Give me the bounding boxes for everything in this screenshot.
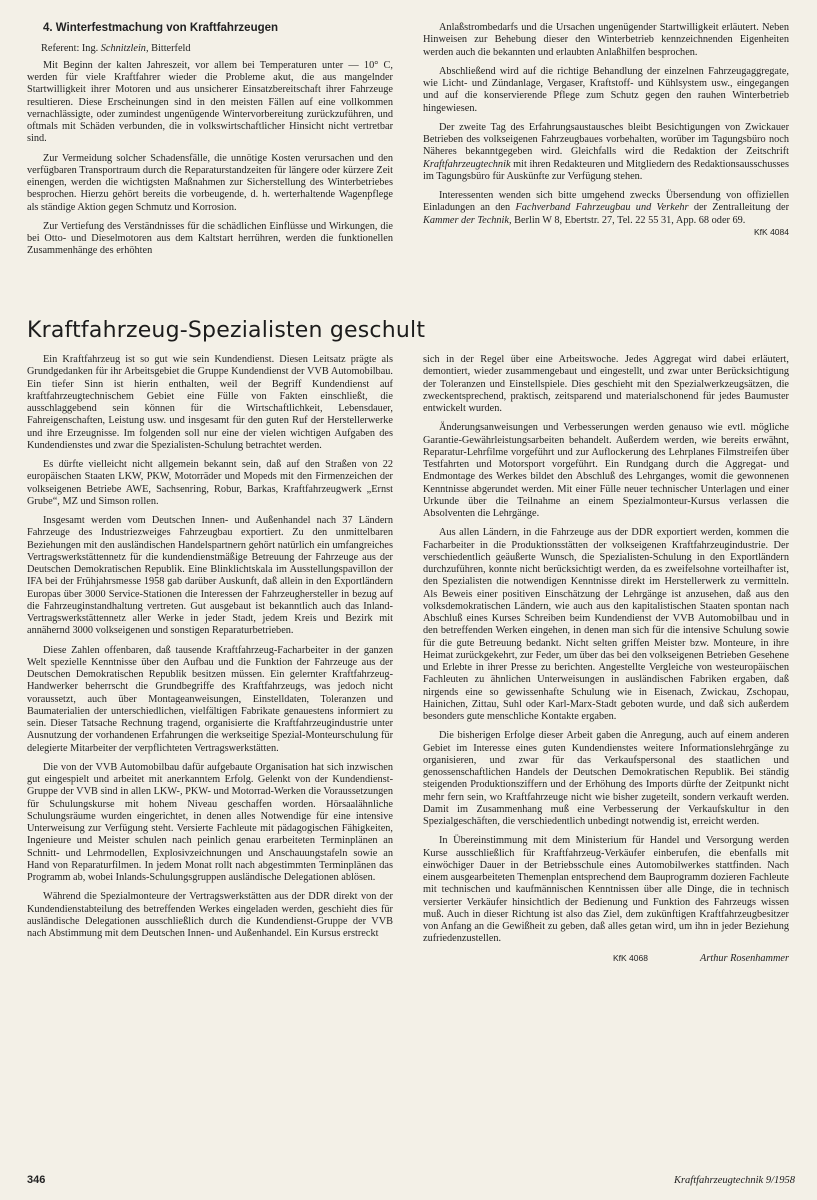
paragraph-text: In Übereinstimmung mit dem Ministerium für Handel und Versorgung werden Kurse ausschließlich für Kraftfahrzeug-Verkäufer einberufen, die ebenfalls mit einwöchiger Dauer in der Betriebsschule eines Automobilwerkes stattfinden. Nach einem ausgearbeiteten Themenplan entsprechend dem Bauprogramm dozieren Fachleute mit technischen und kaufmännischen Kenntnissen über alle Dinge, die in technisch versierter Verkäufer hinsichtlich der Bedienung und Funktion des Fahrzeugs wissen muß. Auch in dieser Richtung ist also das Ziel, dem zukünftigen Kraftfahrzeugbesitzer von Anfang an die Gewißheit zu geben, daß alles getan wird, um ihn in jeder Beziehung zufriedenzustellen. <box>423 835 789 945</box>
article-right-column <box>423 354 789 972</box>
referent-label: Referent: Ing. <box>41 42 99 54</box>
paragraph: Anlaßstrombedarfs und die Ursachen ungenügender Startwilligkeit erläutert. Neben Hinweisen zur Behebung dieser den Winterbetrieb kennzeichnenden Eigenheiten werden auch die bekannten und erlaubten Anlaßhilfen besprochen. <box>423 22 789 58</box>
paragraph <box>423 835 789 945</box>
paragraph: Änderungsanweisungen und Verbesserungen werden genauso wie evtl. mögliche Garantie-Gewährleistungsarbeiten behandelt. Außerdem werden, wie bereits erwähnt, Reparatur-Lehrfilme vorgeführt und zur Auflockerung des Lehrplanes Filmstreifen über Testfahrten und Motorsport vorgeführt. Ein Rundgang durch die Aggregat- und Endmontage des Werkes bildet den Abschluß des Lehrganges, womit die gewonnenen Kenntnisse abgerundet werden. Mit einer Fülle neuer technischer Unterlagen und einer Urkunde über die Teilnahme an einem Spezialmonteur-Kursus verlassen die Absolventen die Lehrgänge. <box>423 422 789 519</box>
paragraph: Zur Vertiefung des Verständnisses für die schädlichen Einflüsse und Wirkungen, die bei Otto- und Dieselmotoren aus dem Kaltstart herrühren, werden die funktionellen Zusammenhänge des erhöhten <box>27 220 393 257</box>
referent-line <box>41 43 393 55</box>
paragraph: Mit Beginn der kalten Jahreszeit, vor allem bei Temperaturen unter — 10° C, werden für viele Kraftfahrer wieder die Probleme akut, die aus mangelnder Startwilligkeit ihrer Motoren und aus unsicherer Einsatzbereitschaft ihrer Fahrzeuge resultieren. Diese Erscheinungen sind in den meisten Fällen auf eine vollkommen vernachlässigte, oder zumindest ungenügende Wintervorbereitung zurückzuführen, und oftmals mit Schäden verbunden, die in volkswirtschaftlicher Hinsicht nicht vertretbar sind. <box>27 59 393 145</box>
section-winterfestmachung-right <box>423 22 789 237</box>
paragraph: Abschließend wird auf die richtige Behandlung der einzelnen Fahrzeugaggregate, wie Licht- und Zündanlage, Vergaser, Kraftstoff- und Kühlsystem usw., eingegangen und auf die konservierende Pflege zum Schutz gegen den rauhen Winterbetrieb hingewiesen. <box>423 65 789 114</box>
journal-name: Kraftfahrzeugtechnik <box>423 158 511 170</box>
paragraph: Insgesamt werden vom Deutschen Innen- und Außenhandel nach 37 Ländern Fahrzeuge des Industriezweiges Fahrzeugbau exportiert. Zu den unmittelbaren Beziehungen mit den ausländischen Handelspartnern gehört natürlich ein umfangreiches Vertragswerkstättennetz für die kundendienstmäßige Betreuung der Fahrzeuge aus der Deutschen Demokratischen Republik. Eine Blinklichtskala im Ausstellungspavillon der IFA bei der Frühjahrsmesse 1958 gab darüber Auskunft, daß allein in den Exportländern Europas über 3000 Service-Stationen die Interessen der Fahrzeughersteller in bezug auf die Fahrzeuginstandhaltung vertreten. Gut ausgebaut ist bekanntlich auch das Inland-Vertragswerkstättennetz aller Werke in jeder Stadt, jedem Kreis und Bezirk mit annähernd 3000 volkseigenen und sonstigen Reparaturbetrieben. <box>27 515 393 637</box>
paragraph-text: der Zentralleitung der <box>693 202 789 214</box>
organisation-name: Fachverband Fahrzeugbau und Verkehr <box>515 202 689 214</box>
referent-place: Bitterfeld <box>151 42 191 54</box>
kammer-name: Kammer der Technik, <box>423 214 512 226</box>
paragraph: Zur Vermeidung solcher Schadensfälle, die unnötige Kosten verursachen und den verfügbaren Transportraum durch die Reparaturstandzeiten für längere oder kürzere Zeit einengen, werden die wichtigsten Maßnahmen zur Sicherstellung des Winterbetriebes besprochen. Hierzu gehört bereits die vorbeugende, d. h. werterhaltende Wagenpflege als ständige Aktion gegen Schmutz und Korrosion. <box>27 152 393 213</box>
paragraph-text: mit ihren Redakteuren und Mitgliedern des Redaktionsausschusses im Tagungsbüro für Auskünfte zur Verfügung stehen. <box>423 158 789 182</box>
paragraph: sich in der Regel über eine Arbeitswoche. Jedes Aggregat wird dabei erläutert, demontiert, wieder zusammengebaut und eingestellt, und zwar unter Berücksichtigung der Toleranzen und Einstellspiele. Dies geschieht mit den Spezialwerkzeugsätzen, die zweckentsprechend, praktisch, zeitsparend und materialschonend für jedes Baumuster entwickelt wurden. <box>423 354 789 414</box>
paragraph: Es dürfte vielleicht nicht allgemein bekannt sein, daß auf den Straßen von 22 europäischen Staaten LKW, PKW, Motorräder und Mopeds mit den Firmenzeichen der volkseigenen Betriebe AWE, Sachsenring, Robur, Barkas, Kraftfahrzeugwerk „Ernst Grube“, MZ und Simson rollen. <box>27 459 393 507</box>
paragraph <box>423 190 789 237</box>
article-tag: KfK 4068 <box>613 952 648 963</box>
section-winterfestmachung-left <box>27 22 393 265</box>
article-left-column <box>27 354 393 947</box>
paragraph <box>423 122 789 183</box>
section-heading: 4. Winterfestmachung von Kraftfahrzeugen <box>43 22 279 34</box>
address-text: Berlin W 8, Ebertstr. 27, Tel. 22 55 31, App. 68 oder 69. <box>514 214 746 226</box>
paragraph: Während die Spezialmonteure der Vertragswerkstätten aus der DDR direkt von der Kundendienstabteilung des betreffenden Werkes eingeladen werden, geschieht dies für ausländische Delegationen ausschließlich durch die Kundendienst-Gruppe der VVB nach Abstimmung mit dem Deutschen Innen- und Außenhandel. Ein Kursus erstreckt <box>27 891 393 939</box>
paragraph: Die bisherigen Erfolge dieser Arbeit gaben die Anregung, auch auf einem anderen Gebiet im Interesse eines guten Kundendienstes weitere Informationslehrgänge zu organisieren, und zwar für das Verkaufspersonal des staatlichen und genossenschaftlichen Handels der Deutschen Demokratischen Republik. Bei ständig steigenden Produktionsziffern und der Erhöhung des Imports dürfte der Zeitpunkt nicht mehr fern sein, wo Kraftfahrzeuge nicht wie bisher zugeteilt, sondern verkauft werden. Damit im Zusammenhang muß eine Verbesserung der Verkaufskultur in den Spezialgeschäften, die verschiedentlich unbedingt notwendig ist, erreicht werden. <box>423 730 789 827</box>
page-number: 346 <box>27 1174 46 1186</box>
paragraph: Aus allen Ländern, in die Fahrzeuge aus der DDR exportiert werden, kommen die Facharbeiter in die Produktionsstätten der volkseigenen Kraftfahrzeugindustrie. Der verschiedentlich geäußerte Wunsch, die Spezialisten-Schulung in den Exportländern durchzuführen, konnte nicht berücksichtigt werden, da es zweifelsohne vorteilhafter ist, den Spezialisten die notwendigen Kenntnisse direkt im Herstellerwerk zu vermitteln. Als Beweis einer positiven Einschätzung der Lehrgänge ist anzusehen, daß aus den volksdemokratischen Ländern, wie auch aus den kapitalistischen Staaten spontan nach Abschluß eines Kurses Schreiben beim Kundendienst der VVB Automobilbau und in den betreffenden Werken eingehen, in denen man sich für die intensive Schulung sowie für die gute Betreuung bedankt. Nicht selten griffen Meister bzw. Monteure, in ihre Heimat zurückgekehrt, zur Feder, um über das bei den volkseigenen Betrieben Gesehene und Erlebte in ihrer Presse zu berichten. Angestellte Vergleiche von westeuropäischen Fachleuten zu ähnlichen Unterweisungen in ausländischen Fabriken ergaben, daß nirgends eine so gewissenhafte Schulung wie in Eisenach, Zwickau, Zschopau, Hainichen, Zittau, Suhl oder Karl-Marx-Stadt geboten wurde, und daß sich außerdem besonders gute menschliche Kontakte ergaben. <box>423 527 789 722</box>
article-title: Kraftfahrzeug-Spezialisten geschult <box>27 318 426 343</box>
referent-name: Schnitzlein, <box>100 42 149 54</box>
paragraph-text: Interessenten wenden sich bitte umgehend zwecks Übersendung von offiziellen Einladungen an den <box>423 190 789 214</box>
signature-line <box>423 953 789 965</box>
paragraph: Die von der VVB Automobilbau dafür aufgebaute Organisation hat sich inzwischen gut eingespielt und arbeitet mit anerkanntem Erfolg. Gelenkt von der Kundendienst-Gruppe der VVB sind in allen LKW-, PKW- und Motorrad-Werken die Voraussetzungen für Schulungskurse mit hohem Niveau geschaffen worden. Hörsaalähnliche Schulungsräume wurden eingerichtet, in denen alles Notwendige für eine intensive Unterweisung zur Verfügung steht. Versierte Fachleute mit pädagogischen Fähigkeiten, Ingenieure und Meister schulen nach peinlich genau erarbeiteten Terminplänen an Schnitt- und Lehrmodellen, Explosivzeichnungen und Anschauungstafeln sowie an Hand von Reparaturfilmen. In jedem Monat rollt nach abgestimmten Terminplänen das Programm ab, wobei Inlands-Schulungsgruppen ausländische Delegationen ablösen. <box>27 761 393 883</box>
paragraph: Diese Zahlen offenbaren, daß tausende Kraftfahrzeug-Facharbeiter in der ganzen Welt spezielle Kenntnisse über den Aufbau und die Funktion der Fahrzeuge aus der Deutschen Demokratischen Republik besitzen müssen. Ein gelernter Kraftfahrzeug-Handwerker beherrscht die Grundbegriffe des Kraftfahrzeugs, was jedoch nicht voraussetzt, auch über Montageanweisungen, Einstelldaten, Toleranzen und Baumaterialien der unterschiedlichen, vielfältigen Fabrikate genauestens informiert zu sein. Dieser Tatsache Rechnung tragend, organisierte die Kraftfahrzeugindustrie unter Ausnutzung der vorhandenen Erfahrungen die werkseitige Spezial-Monteurschulung für delegierte Mitarbeiter der verpflichteten Vertragswerkstätten. <box>27 644 393 754</box>
author-name: Arthur Rosenhammer <box>700 952 789 964</box>
journal-footer: Kraftfahrzeugtechnik 9/1958 <box>673 1175 795 1186</box>
paragraph-text: Der zweite Tag des Erfahrungsaustausches bleibt Besichtigungen von Zwickauer Betrieben des volkseigenen Fahrzeugbaues vorbehalten, worüber im Tagungsbüro noch Näheres bekanntgegeben wird. Gleichfalls wird die Redaktion der Zeitschrift <box>423 121 789 158</box>
paragraph: Ein Kraftfahrzeug ist so gut wie sein Kundendienst. Diesen Leitsatz prägte als Grundgedanken für ihr Arbeitsgebiet die Gruppe Kundendienst der VVB Automobilbau. Ein tiefer Sinn ist hierin enthalten, weil der Begriff Kundendienst auf kraftfahrzeugtechnischem Gebiet eine Fülle von Fakten einschließt, die ausschlaggebend sein können für die Wirtschaftlichkeit, Lebensdauer, Fahreigenschaften, Leistung usw. und insgesamt für den guten Ruf der Herstellerwerke und ihre Erzeugnisse. Im folgenden soll nur eine der vielen wichtigen Aufgaben des Kundendienstes und zwar die Spezialisten-Schulung betrachtet werden. <box>27 354 393 451</box>
article-tag: KfK 4084 <box>754 226 789 237</box>
